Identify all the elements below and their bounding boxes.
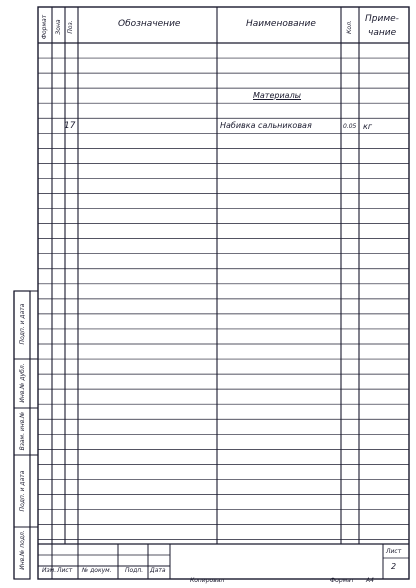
tb-izm: Изм. <box>42 567 57 574</box>
header-pos: Поз. <box>67 20 74 34</box>
section-title-materials: Материалы <box>253 91 301 100</box>
tb-sign: Подп. <box>125 567 144 574</box>
stamp-sign-date-2: Подп. и дата <box>19 470 26 512</box>
tb-list: Лист <box>57 567 73 574</box>
header-name: Наименование <box>246 19 316 29</box>
item-name: Набивка сальниковая <box>220 121 312 130</box>
footer-format-value: А4 <box>366 577 374 584</box>
header-zone: Зона <box>55 19 62 35</box>
item-qty: 0.05 <box>343 123 357 130</box>
tb-sheet-label: Лист <box>386 548 402 555</box>
stamp-inv-podl: Инв.№ подл. <box>19 530 26 570</box>
stamp-vzam-inv: Взам. инв.№ <box>19 411 26 451</box>
tb-sheet-number: 2 <box>391 562 397 571</box>
header-note-line2: чание <box>368 28 397 38</box>
footer-copied: Копировал <box>190 577 225 584</box>
stamp-inv-dubl: Инв.№ дубл. <box>19 363 26 403</box>
header-qty: Кол. <box>346 20 353 34</box>
header-note-line1: Приме- <box>365 14 399 24</box>
stamp-sign-date-1: Подп. и дата <box>19 303 26 345</box>
item-unit: кг <box>363 122 373 131</box>
header-designation: Обозначение <box>118 19 181 29</box>
tb-doc-no: № докум. <box>82 567 112 574</box>
item-pos: 17 <box>64 121 76 131</box>
footer-format-label: Формат <box>330 577 355 584</box>
header-format: Формат <box>41 14 48 40</box>
tb-date: Дата <box>150 567 166 574</box>
outer-frame <box>38 7 409 579</box>
